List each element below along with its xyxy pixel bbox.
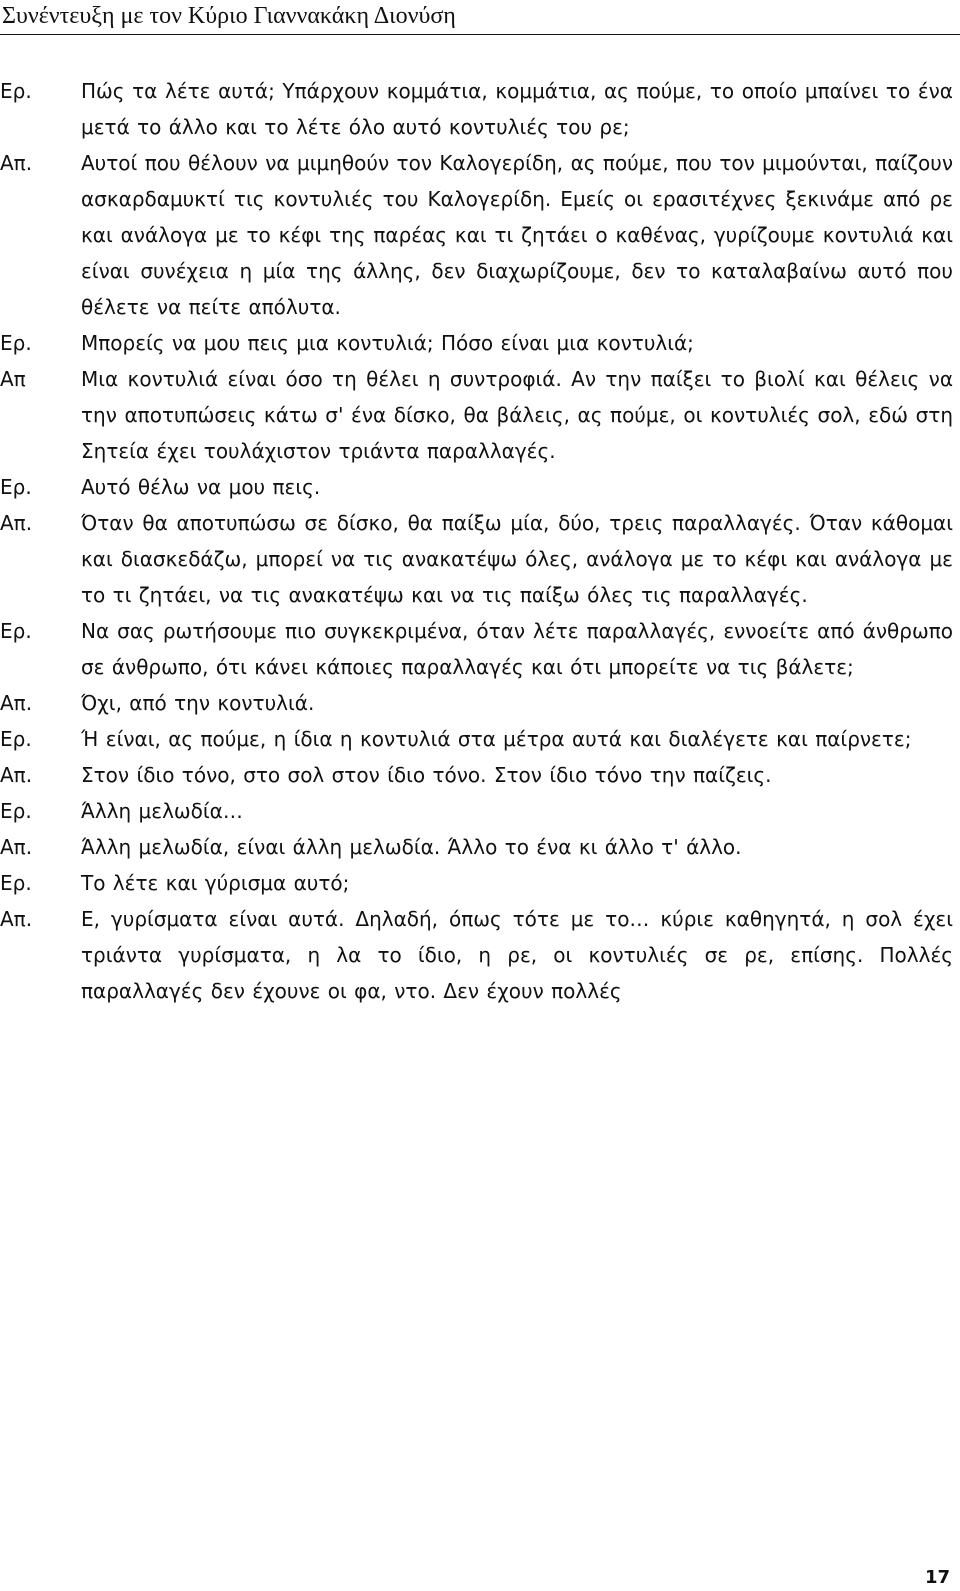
speaker-label: Απ. (0, 763, 33, 787)
dialogue-turn (0, 73, 960, 145)
utterance-text: Το λέτε και γύρισμα αυτό; (81, 871, 350, 895)
speaker-label: Απ (0, 367, 26, 391)
utterance-text: Πώς τα λέτε αυτά; Υπάρχουν κομμάτια, κομμάτια, ας πούμε, το οποίο μπαίνει το ένα μετά το άλλο και το λέτε όλο αυτό κοντυλιές του ρε; (81, 79, 953, 139)
header-title: Συνέντευξη με τον Κύριο Γιαννακάκη Διονύση (2, 3, 456, 29)
dialogue-turn (0, 721, 960, 757)
speaker-label: Ερ. (0, 619, 32, 643)
dialogue-turn (0, 757, 960, 793)
utterance-text: Ή είναι, ας πούμε, η ίδια η κοντυλιά στα μέτρα αυτά και διαλέγετε και παίρνετε; (81, 727, 912, 751)
dialogue-turn (0, 469, 960, 505)
speaker-label: Απ. (0, 691, 33, 715)
page-number: 17 (924, 1567, 950, 1588)
speaker-label: Ερ. (0, 871, 32, 895)
speaker-label: Ερ. (0, 799, 32, 823)
utterance-text: Στον ίδιο τόνο, στο σολ στον ίδιο τόνο. Στον ίδιο τόνο την παίζεις. (81, 763, 772, 787)
speaker-label: Ερ. (0, 727, 32, 751)
utterance-text: Άλλη μελωδία, είναι άλλη μελωδία. Άλλο το ένα κι άλλο τ' άλλο. (81, 835, 742, 859)
utterance-text: Όχι, από την κοντυλιά. (81, 691, 315, 715)
dialogue-turn (0, 685, 960, 721)
speaker-label: Ερ. (0, 79, 32, 103)
dialogue-turn (0, 325, 960, 361)
transcript-body (0, 73, 960, 1009)
speaker-label: Απ. (0, 907, 33, 931)
utterance-text: Μια κοντυλιά είναι όσο τη θέλει η συντροφιά. Αν την παίξει το βιολί και θέλεις να την αποτυπώσεις κάτω σ' ένα δίσκο, θα βάλεις, ας πούμε, οι κοντυλιές σολ, εδώ στη Σητεία έχει τουλάχιστον τριάντα παραλλαγές. (81, 367, 953, 463)
utterance-text: Ε, γυρίσματα είναι αυτά. Δηλαδή, όπως τότε με το… κύριε καθηγητά, η σολ έχει τριάντα γυρίσματα, η λα το ίδιο, η ρε, οι κοντυλιές σε ρε, επίσης. Πολλές παραλλαγές δεν έχουνε οι φα, ντο. Δεν έχουν πολλές (81, 907, 953, 1003)
dialogue-turn (0, 361, 960, 469)
speaker-label: Ερ. (0, 475, 32, 499)
speaker-label: Ερ. (0, 331, 32, 355)
dialogue-turn (0, 865, 960, 901)
dialogue-turn (0, 145, 960, 325)
utterance-text: Μπορείς να μου πεις μια κοντυλιά; Πόσο είναι μια κοντυλιά; (81, 331, 694, 355)
dialogue-turn (0, 829, 960, 865)
dialogue-turn (0, 901, 960, 1009)
utterance-text: Άλλη μελωδία… (81, 799, 243, 823)
utterance-text: Να σας ρωτήσουμε πιο συγκεκριμένα, όταν λέτε παραλλαγές, εννοείτε από άνθρωπο σε άνθρωπο, ότι κάνει κάποιες παραλλαγές και ότι μπορείτε να τις βάλετε; (81, 619, 953, 679)
dialogue-turn (0, 793, 960, 829)
utterance-text: Αυτοί που θέλουν να μιμηθούν τον Καλογερίδη, ας πούμε, που τον μιμούνται, παίζουν ασκαρδαμυκτί τις κοντυλιές του Καλογερίδη. Εμείς οι ερασιτέχνες ξεκινάμε από ρε και ανάλογα με το κέφι της παρέας και τι ζητάει ο καθένας, γυρίζουμε κοντυλιά και είναι συνέχεια η μία της άλλης, δεν διαχωρίζουμε, δεν το καταλαβαίνω αυτό που θέλετε να πείτε απόλυτα. (81, 151, 953, 319)
speaker-label: Απ. (0, 835, 33, 859)
utterance-text: Όταν θα αποτυπώσω σε δίσκο, θα παίξω μία, δύο, τρεις παραλλαγές. Όταν κάθομαι και διασκεδάζω, μπορεί να τις ανακατέψω όλες, ανάλογα με το κέφι και ανάλογα με το τι ζητάει, να τις ανακατέψω και να τις παίξω όλες τις παραλλαγές. (81, 511, 953, 607)
dialogue-turn (0, 613, 960, 685)
document-header (0, 0, 960, 35)
speaker-label: Απ. (0, 151, 33, 175)
speaker-label: Απ. (0, 511, 33, 535)
dialogue-turn (0, 505, 960, 613)
utterance-text: Αυτό θέλω να μου πεις. (81, 475, 321, 499)
